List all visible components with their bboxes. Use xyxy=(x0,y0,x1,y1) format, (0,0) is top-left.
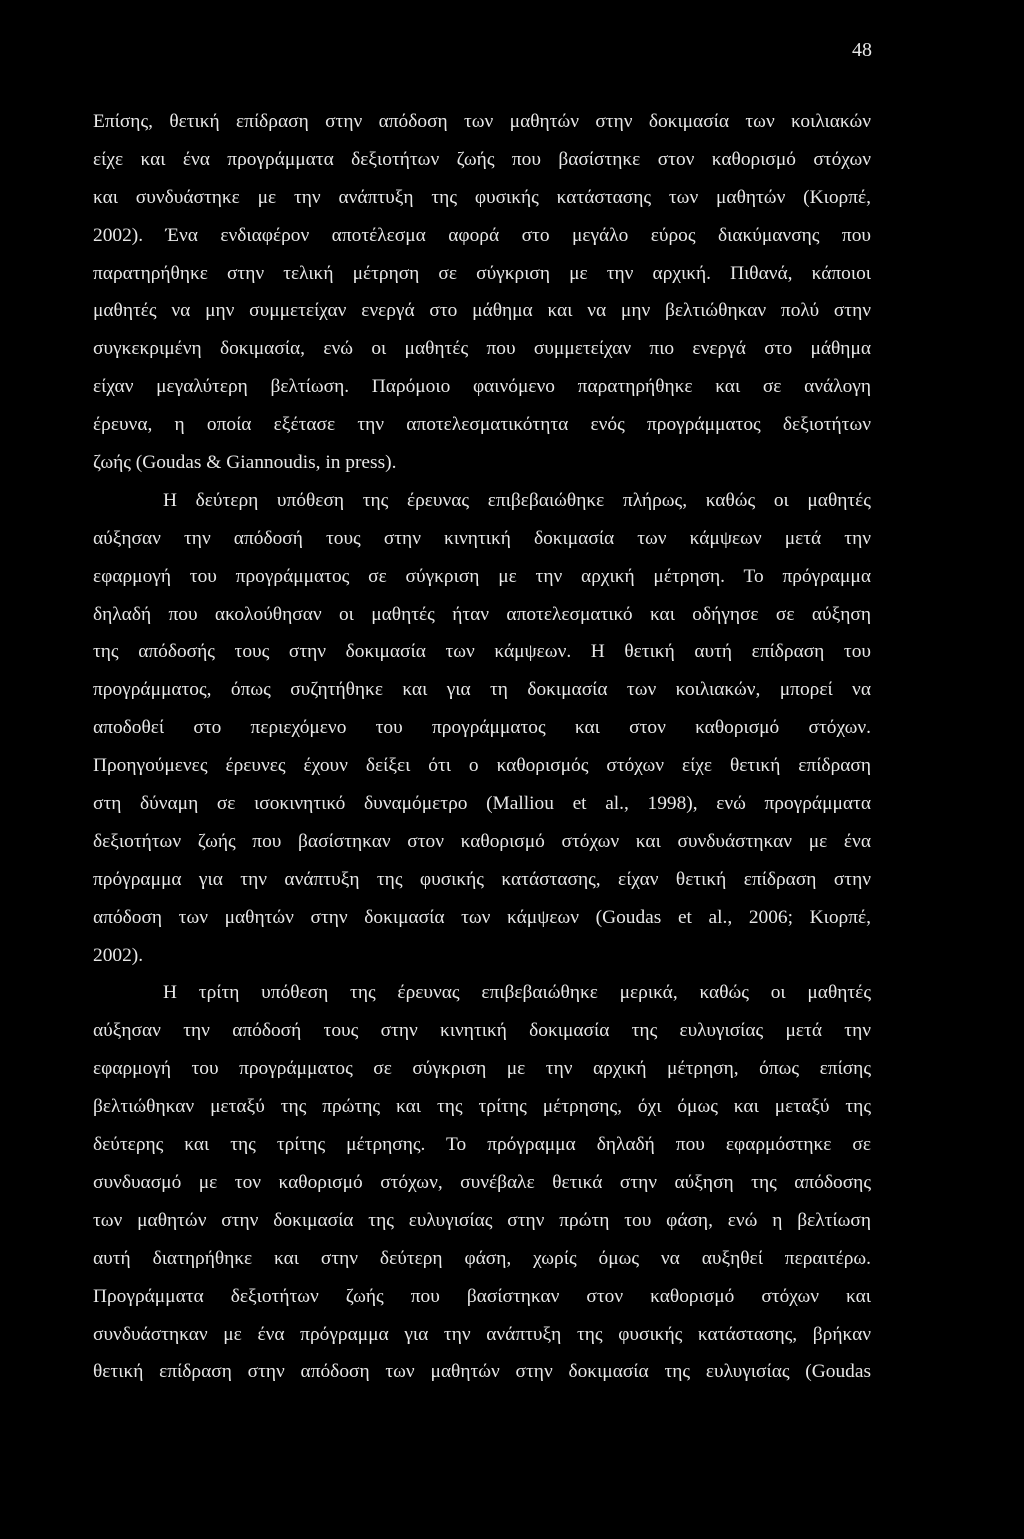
text-line: Προηγούμενες έρευνες έχουν δείξει ότι ο καθορισμός στόχων είχε θετική επίδραση xyxy=(93,755,871,777)
page-number: 48 xyxy=(852,39,872,61)
text-line: Η δεύτερη υπόθεση της έρευνας επιβεβαιώθηκε πλήρως, καθώς οι μαθητές xyxy=(163,489,871,511)
text-line: στη δύναμη σε ισοκινητικό δυναμόμετρο (Malliou et al., 1998), ενώ προγράμματα xyxy=(93,793,871,815)
text-line: θετική επίδραση στην απόδοση των μαθητών στην δοκιμασία της ευλυγισίας (Goudas xyxy=(93,1361,871,1383)
text-line: Η τρίτη υπόθεση της έρευνας επιβεβαιώθηκε μερικά, καθώς οι μαθητές xyxy=(163,982,871,1004)
text-line: έρευνα, η οποία εξέτασε την αποτελεσματικότητα ενός προγράμματος δεξιοτήτων xyxy=(93,414,871,436)
text-line: Προγράμματα δεξιοτήτων ζωής που βασίστηκαν στον καθορισμό στόχων και xyxy=(93,1285,871,1307)
text-line: συγκεκριμένη δοκιμασία, ενώ οι μαθητές που συμμετείχαν πιο ενεργά στο μάθημα xyxy=(93,338,871,360)
text-line: ζωής (Goudas & Giannoudis, in press). xyxy=(93,452,397,474)
text-line: πρόγραμμα για την ανάπτυξη της φυσικής κατάστασης, είχαν θετική επίδραση στην xyxy=(93,868,871,890)
text-line: εφαρμογή του προγράμματος σε σύγκριση με την αρχική μέτρηση, όπως επίσης xyxy=(93,1058,871,1080)
text-line: παρατηρήθηκε στην τελική μέτρηση σε σύγκριση με την αρχική. Πιθανά, κάποιοι xyxy=(93,262,871,284)
text-line: είχαν μεγαλύτερη βελτίωση. Παρόμοιο φαινόμενο παρατηρήθηκε και σε ανάλογη xyxy=(93,376,871,398)
text-line: δεύτερης και της τρίτης μέτρησης. Το πρόγραμμα δηλαδή που εφαρμόστηκε σε xyxy=(93,1134,871,1156)
text-line: εφαρμογή του προγράμματος σε σύγκριση με την αρχική μέτρηση. Το πρόγραμμα xyxy=(93,565,871,587)
body-text xyxy=(93,103,871,1391)
text-line: αύξησαν την απόδοσή τους στην κινητική δοκιμασία της ευλυγισίας μετά την xyxy=(93,1020,871,1042)
text-line: αύξησαν την απόδοσή τους στην κινητική δοκιμασία των κάμψεων μετά την xyxy=(93,527,871,549)
text-line: συνδυάστηκαν με ένα πρόγραμμα για την ανάπτυξη της φυσικής κατάστασης, βρήκαν xyxy=(93,1323,871,1345)
text-line: της απόδοσής τους στην δοκιμασία των κάμψεων. Η θετική αυτή επίδραση του xyxy=(93,641,871,663)
text-line: των μαθητών στην δοκιμασία της ευλυγισίας στην πρώτη του φάση, ενώ η βελτίωση xyxy=(93,1209,871,1231)
text-line: συνδυασμό με τον καθορισμό στόχων, συνέβαλε θετικά στην αύξηση της απόδοσης xyxy=(93,1171,871,1193)
text-line: 2002). xyxy=(93,944,144,966)
text-line: δηλαδή που ακολούθησαν οι μαθητές ήταν αποτελεσματικό και οδήγησε σε αύξηση xyxy=(93,603,871,625)
text-line: Επίσης, θετική επίδραση στην απόδοση των μαθητών στην δοκιμασία των κοιλιακών xyxy=(93,111,871,132)
text-line: προγράμματος, όπως συζητήθηκε και για τη δοκιμασία των κοιλιακών, μπορεί να xyxy=(93,679,871,701)
text-line: μαθητές να μην συμμετείχαν ενεργά στο μάθημα και να μην βελτιώθηκαν πολύ στην xyxy=(93,300,871,322)
text-line: 2002). Ένα ενδιαφέρον αποτέλεσμα αφορά στο μεγάλο εύρος διακύμανσης που xyxy=(93,224,871,246)
text-line: απόδοση των μαθητών στην δοκιμασία των κάμψεων (Goudas et al., 2006; Κιορπέ, xyxy=(93,906,871,928)
text-line: αυτή διατηρήθηκε και στην δεύτερη φάση, χωρίς όμως να αυξηθεί περαιτέρω. xyxy=(93,1247,871,1269)
text-line: δεξιοτήτων ζωής που βασίστηκαν στον καθορισμό στόχων και συνδυάστηκαν με ένα xyxy=(93,830,871,852)
text-line: και συνδυάστηκε με την ανάπτυξη της φυσικής κατάστασης των μαθητών (Κιορπέ, xyxy=(93,186,871,208)
text-line: είχε και ένα προγράμματα δεξιοτήτων ζωής που βασίστηκε στον καθορισμό στόχων xyxy=(93,148,871,170)
text-line: αποδοθεί στο περιεχόμενο του προγράμματος και στον καθορισμό στόχων. xyxy=(93,717,871,739)
text-line: βελτιώθηκαν μεταξύ της πρώτης και της τρίτης μέτρησης, όχι όμως και μεταξύ της xyxy=(93,1096,871,1118)
